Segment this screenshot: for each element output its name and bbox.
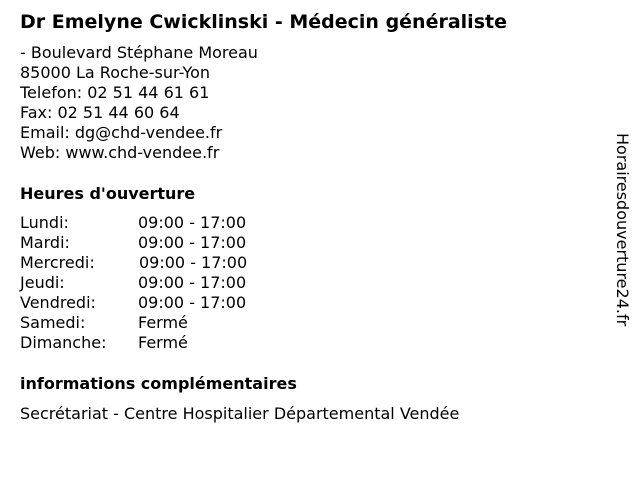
hours-row-friday xyxy=(20,293,320,313)
day-label: Vendredi: xyxy=(20,293,96,312)
additional-info-heading: informations complémentaires xyxy=(20,374,297,393)
time-value: 09:00 - 17:00 xyxy=(138,273,247,292)
time-value: 09:00 - 17:00 xyxy=(138,233,247,252)
contact-block xyxy=(20,43,258,163)
day-label: Samedi: xyxy=(20,313,86,332)
hours-row-saturday xyxy=(20,313,320,333)
opening-hours-heading: Heures d'ouverture xyxy=(20,184,196,203)
day-label: Lundi: xyxy=(20,213,69,232)
hours-row-sunday xyxy=(20,333,320,353)
day-label: Mardi: xyxy=(20,233,70,252)
address-street: - Boulevard Stéphane Moreau xyxy=(20,43,258,62)
phone-number: Telefon: 02 51 44 61 61 xyxy=(20,83,210,102)
hours-row-wednesday xyxy=(20,253,320,273)
day-label: Dimanche: xyxy=(20,333,107,352)
hours-row-thursday xyxy=(20,273,320,293)
time-value: Fermé xyxy=(138,333,188,352)
opening-hours-table xyxy=(20,213,320,353)
time-value: 09:00 - 17:00 xyxy=(138,213,247,232)
time-value: 09:00 - 17:00 xyxy=(138,293,247,312)
time-value: 09:00 - 17:00 xyxy=(139,253,248,272)
email-address: Email: dg@chd-vendee.fr xyxy=(20,123,223,142)
page-title: Dr Emelyne Cwicklinski - Médecin généraliste xyxy=(20,11,507,33)
additional-info-text: Secrétariat - Centre Hospitalier Départemental Vendée xyxy=(20,404,460,423)
address-city: 85000 La Roche-sur-Yon xyxy=(20,63,211,82)
fax-number: Fax: 02 51 44 60 64 xyxy=(20,103,180,122)
website-address: Web: www.chd-vendee.fr xyxy=(20,143,220,162)
day-label: Mercredi: xyxy=(20,253,95,272)
day-label: Jeudi: xyxy=(20,273,65,292)
time-value: Fermé xyxy=(138,313,188,332)
hours-row-monday xyxy=(20,213,320,233)
hours-row-tuesday xyxy=(20,233,320,253)
site-watermark: Horairesdouverture24.fr xyxy=(613,133,632,327)
